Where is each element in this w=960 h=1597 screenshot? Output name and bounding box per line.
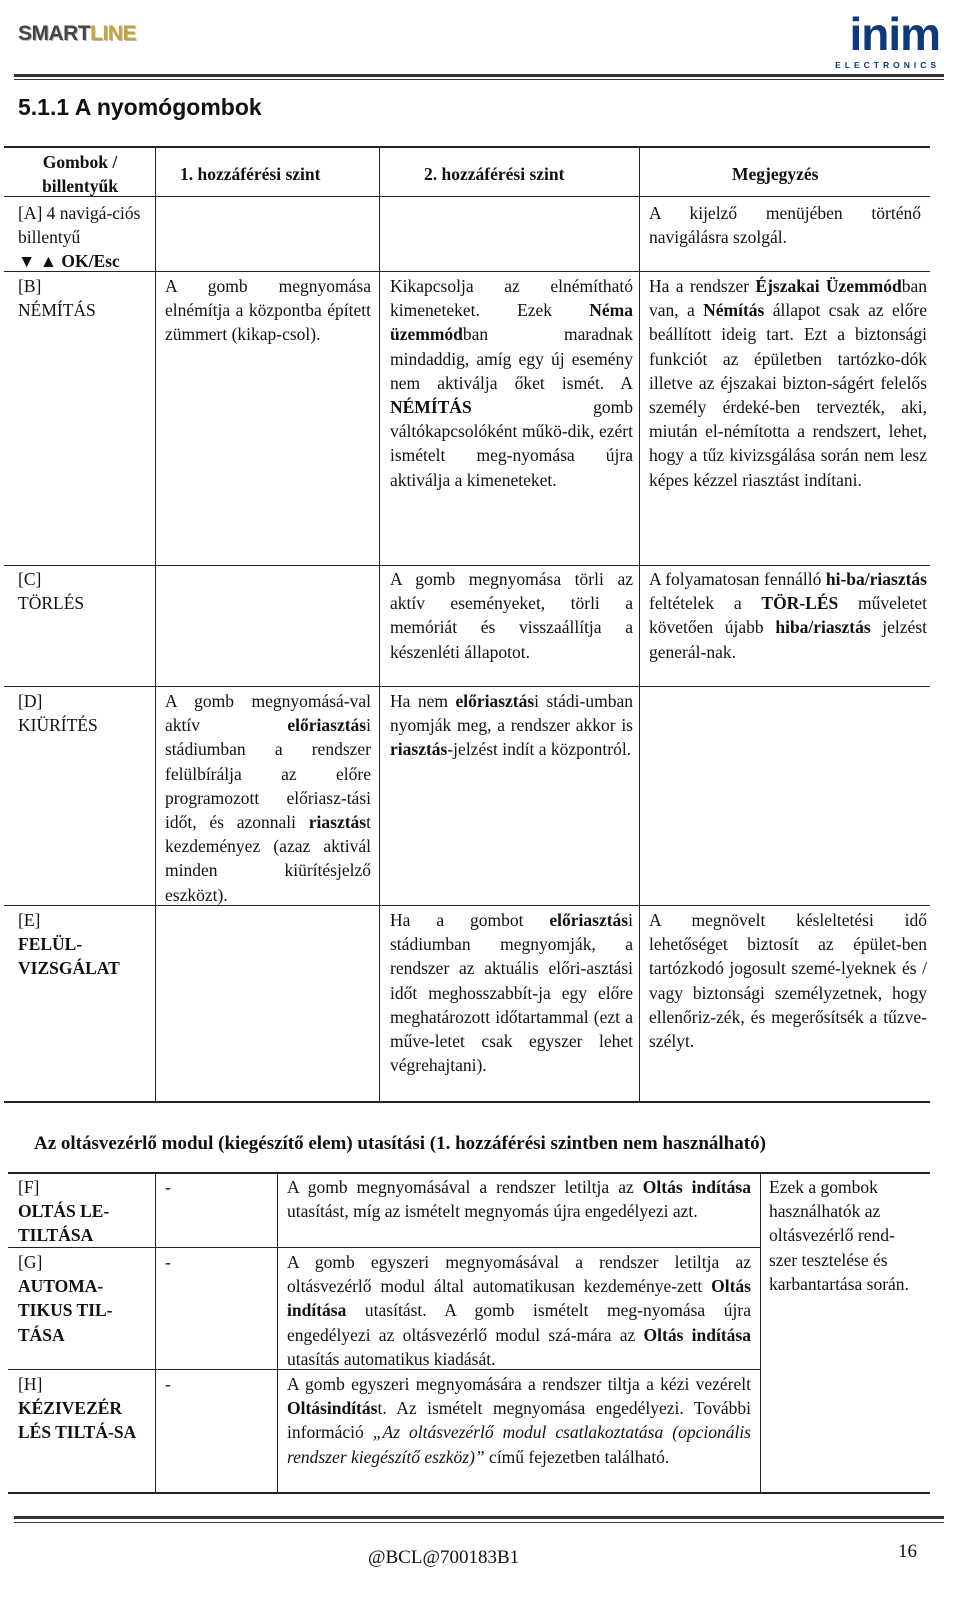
text-run: t. Az ismételt megnyomása engedélyezi. További információ (287, 1398, 751, 1443)
smartline-logo (18, 22, 136, 46)
text-run: t kezdeményez (azaz aktivál minden kiürítésjelző eszközt). (165, 812, 371, 905)
text-run: Kikapcsolja az elnémítható kimeneteket. Ezek (390, 276, 633, 321)
extinguishing-module-heading: Az oltásvezérlő modul (kiegészítő elem) utasítási (1. hozzáférési szintben nem használható) (34, 1133, 766, 1154)
text-run-bold: előriasztás (455, 691, 535, 711)
row-a-note: A kijelző menüjében történő navigálásra szolgál. (649, 203, 921, 248)
text-run: Ha a rendszer (649, 276, 756, 296)
document-code: @BCL@700183B1 (368, 1547, 520, 1568)
text-run: -jelzést indít a központról. (447, 739, 632, 760)
header-level1: 1. hozzáférési szint (180, 164, 321, 184)
inim-logo (820, 8, 942, 70)
row-f-desc (287, 1175, 751, 1223)
text-run: i stádiumban megnyomják, a rendszer az aktuális előri-asztási időt meghosszabbít-ja egy előre meghatározott időtartammal (ezt a műve-letet csak egyszer lehet végrehajtani). (390, 910, 633, 1076)
text-run-bold: Némítás (703, 300, 765, 321)
table-rule (155, 1172, 156, 1494)
key-g (18, 1250, 150, 1347)
text-run: utasítás automatikus kiadását. (287, 1348, 496, 1369)
table-rule (277, 1172, 278, 1494)
text-run: műveletet követően újabb (649, 593, 927, 638)
text-run: utasítást. A gomb ismételt meg-nyomása újra engedélyezi az oltásvezérlő modul szá-mára az (287, 1300, 751, 1345)
key-b (18, 274, 150, 322)
key-c-code: [C] (18, 569, 42, 589)
header-rule-thin (14, 79, 944, 80)
table-rule (8, 1172, 930, 1174)
text-run-bold: Oltás indítása (287, 1276, 751, 1321)
table2-note: Ezek a gombok használhatók az oltásvezérlő rend-szer tesztelése és karbantartása során. (769, 1177, 909, 1294)
text-run: Ha a gombot (390, 910, 550, 930)
text-run: A gomb megnyomásával a rendszer letiltja az (287, 1177, 643, 1197)
key-d (18, 689, 150, 737)
text-run: Ha nem (390, 691, 456, 711)
row-g-dash: - (165, 1252, 171, 1272)
key-h (18, 1372, 150, 1445)
row-h-dash: - (165, 1374, 171, 1394)
key-g-code: [G] (18, 1252, 43, 1272)
text-run: gomb váltókapcsolóként műkö-dik, ezért ismételt meg-nyomása újra aktiválja a kimeneteket. (390, 397, 633, 490)
text-run: utasítást, míg az ismételt megnyomás újra engedélyezi azt. (287, 1201, 698, 1222)
key-c (18, 567, 150, 615)
text-run-italic: „Az oltásvezérlő modul csatlakoztatása (opcionális rendszer kiegészítő eszköz)” (287, 1422, 751, 1467)
table-rule (4, 905, 930, 906)
text-run-bold: riasztás (308, 812, 367, 833)
table-rule (155, 146, 156, 1102)
row-e-level2 (390, 908, 633, 1077)
table-rule (760, 1172, 761, 1494)
row-h-desc (287, 1372, 751, 1469)
text-run: i stádiumban a rendszer felülbírálja az előre programozott előriasz-tási időt, és azonnali (165, 715, 371, 833)
text-run-bold: TÖR-LÉS (761, 593, 839, 614)
header-keys: Gombok / billentyűk (42, 152, 118, 197)
header-note: Megjegyzés (732, 164, 819, 184)
table-rule (379, 146, 380, 1102)
text-run-bold: hi-ba/riasztás (825, 569, 927, 589)
table-rule (4, 565, 930, 566)
key-f (18, 1175, 150, 1248)
text-run: ban maradnak mindaddig, amíg egy új esemény nem aktiválja őket ismét. A (390, 324, 633, 393)
table-rule (4, 1101, 930, 1103)
inim-logo-text: inim (849, 8, 940, 60)
text-run-bold: Oltásindítás (287, 1398, 378, 1419)
row-c-note (649, 567, 927, 664)
header-rule (14, 74, 944, 77)
key-e (18, 908, 150, 981)
text-run: jelzést generál-nak. (649, 617, 927, 662)
section-title: 5.1.1 A nyomógombok (18, 94, 262, 120)
text-run: A gomb megnyomásá-val aktív (165, 691, 371, 736)
table-rule (8, 1492, 930, 1494)
row-b-note (649, 274, 927, 492)
text-run: ban van, a (649, 276, 927, 321)
text-run: állapot csak az előre beállított ideig tart. Ezt a biztonsági funkciót az épületben tartózko-dók illetve az éjszakai bizton-ságért felelős személy érdeké-ben tervezték, aki, miután el-némította a rendszert, lehet, hogy a tűz kivizsgálása során nem lesz képes kézzel riasztást indítani. (649, 300, 927, 490)
page-number: 16 (898, 1541, 917, 1562)
key-h-code: [H] (18, 1374, 43, 1394)
row-d-level2 (390, 689, 633, 762)
table-rule (639, 146, 640, 1102)
table-rule (4, 146, 930, 148)
key-f-name: OLTÁS LE-TILTÁSA (18, 1201, 110, 1246)
row-d-level1 (165, 689, 371, 907)
key-b-code: [B] (18, 276, 42, 296)
text-run: A gomb egyszeri megnyomásával a rendszer letiltja az oltásvezérlő modul által automatikusan kezdeménye-zett (287, 1252, 751, 1297)
row-c-level2: A gomb megnyomása törli az aktív eseményeket, törli a memóriát és visszaállítja a készenléti állapotot. (390, 569, 633, 662)
key-g-name: AUTOMA-TIKUS TIL-TÁSA (18, 1276, 113, 1345)
text-run-bold: Néma üzemmód (390, 300, 633, 345)
table-rule (4, 686, 930, 687)
key-h-name: KÉZIVEZÉR LÉS TILTÁ-SA (18, 1398, 137, 1443)
key-f-code: [F] (18, 1177, 40, 1197)
text-run-bold: előriasztás (549, 910, 629, 930)
text-run-bold: NÉMÍTÁS (390, 397, 472, 418)
text-run: i stádi-umban nyomják meg, a rendszer akkor is (390, 691, 633, 736)
text-run-bold: előriasztás (287, 715, 367, 736)
text-run: A folyamatosan fennálló (649, 569, 826, 589)
logo-part-smart: SMART (18, 22, 91, 45)
text-run-bold: Oltás indítása (643, 1324, 751, 1345)
header-level2: 2. hozzáférési szint (424, 164, 565, 184)
text-run-bold: Éjszakai Üzemmód (755, 276, 902, 296)
key-e-name: FELÜL-VIZSGÁLAT (18, 934, 120, 979)
text-run-bold: riasztás (390, 739, 448, 760)
logo-part-line: LINE (90, 22, 137, 45)
row-e-note: A megnövelt késleltetési idő lehetőséget biztosít az épület-ben tartózkodó jogosult szemé-lyeknek és / vagy biztonsági személyzetnek, hogy ellenőriz-zék, és megerősítsék a tűzve-szélyt. (649, 910, 927, 1052)
text-run-bold: Oltás indítása (642, 1177, 751, 1197)
text-run-bold: hiba/riasztás (775, 617, 871, 638)
inim-logo-subtext: ELECTRONICS (835, 60, 940, 70)
key-b-name: NÉMÍTÁS (18, 300, 96, 321)
row-f-dash: - (165, 1177, 171, 1197)
key-d-code: [D] (18, 691, 43, 711)
text-run: című fejezetben található. (484, 1446, 670, 1467)
text-run: A gomb egyszeri megnyomására a rendszer tiltja a kézi vezérelt (287, 1374, 751, 1394)
key-c-name: TÖRLÉS (18, 593, 85, 614)
key-a-label: [A] 4 navigá-ciós billentyű (18, 203, 141, 248)
key-e-code: [E] (18, 910, 41, 930)
row-g-desc (287, 1250, 751, 1371)
text-run: feltételek a (649, 593, 762, 614)
row-b-level2 (390, 274, 633, 492)
footer-rule-thin (14, 1522, 944, 1523)
key-a-nav-arrows: ▼ ▲ OK/Esc (18, 251, 120, 271)
footer-rule (14, 1516, 944, 1519)
row-b-level1: A gomb megnyomása elnémítja a központba épített zümmert (kikap-csol). (165, 276, 371, 345)
key-d-name: KIÜRÍTÉS (18, 715, 98, 736)
